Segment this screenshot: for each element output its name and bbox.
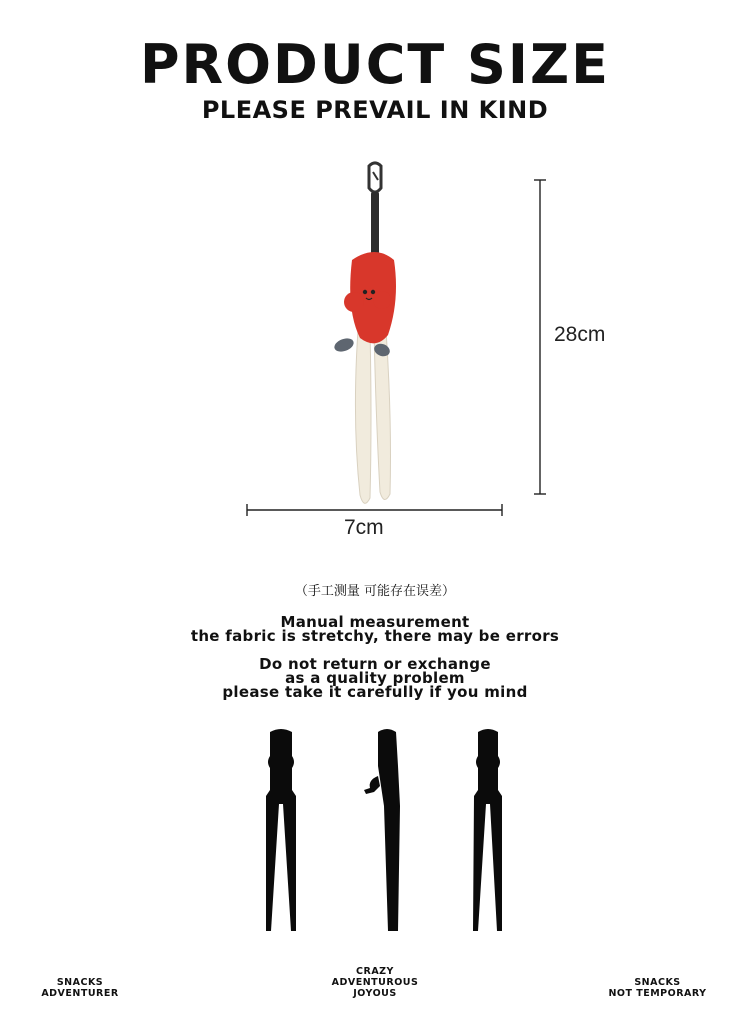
height-dimension-line xyxy=(530,178,550,498)
footer-right-line1: SNACKS xyxy=(634,977,681,988)
left-leg xyxy=(355,330,371,503)
width-label: 7cm xyxy=(344,516,384,539)
no-return-line: Do not return or exchange xyxy=(259,655,491,673)
strap xyxy=(371,192,379,254)
left-foot xyxy=(333,336,356,354)
footer-center-line3: JOYOUS xyxy=(353,988,397,999)
quality-problem-line: as a quality problem xyxy=(285,669,465,687)
footer-center-line2: ADVENTUROUS xyxy=(331,977,419,988)
left-eye xyxy=(363,290,367,294)
carabiner-icon xyxy=(369,163,381,192)
manual-measurement-line: Manual measurement xyxy=(280,613,470,631)
footer-left xyxy=(20,977,140,999)
right-eye xyxy=(371,290,375,294)
footer-left-line1: SNACKS xyxy=(56,977,104,988)
footer-right-line2: NOT TEMPORARY xyxy=(608,988,707,999)
footer-center-line1: CRAZY xyxy=(356,966,394,977)
product-image xyxy=(320,160,430,520)
footer-right xyxy=(590,977,725,999)
footer-left-line2: ADVENTURER xyxy=(41,988,119,999)
measurement-note-chinese: （手工测量 可能存在误差） xyxy=(294,584,456,599)
center-pose-silhouette xyxy=(360,726,410,936)
footer-center xyxy=(305,966,445,999)
page-title: PRODUCT SIZE xyxy=(139,33,611,96)
left-pose-silhouette xyxy=(256,726,306,936)
left-arm xyxy=(344,292,364,312)
right-arm xyxy=(373,291,391,309)
height-label: 28cm xyxy=(554,323,606,346)
page-subtitle: PLEASE PREVAIL IN KIND xyxy=(201,96,549,124)
stretchy-fabric-line: the fabric is stretchy, there may be errors xyxy=(190,627,560,645)
take-carefully-line: please take it carefully if you mind xyxy=(222,683,528,701)
right-pose-silhouette xyxy=(466,726,516,936)
